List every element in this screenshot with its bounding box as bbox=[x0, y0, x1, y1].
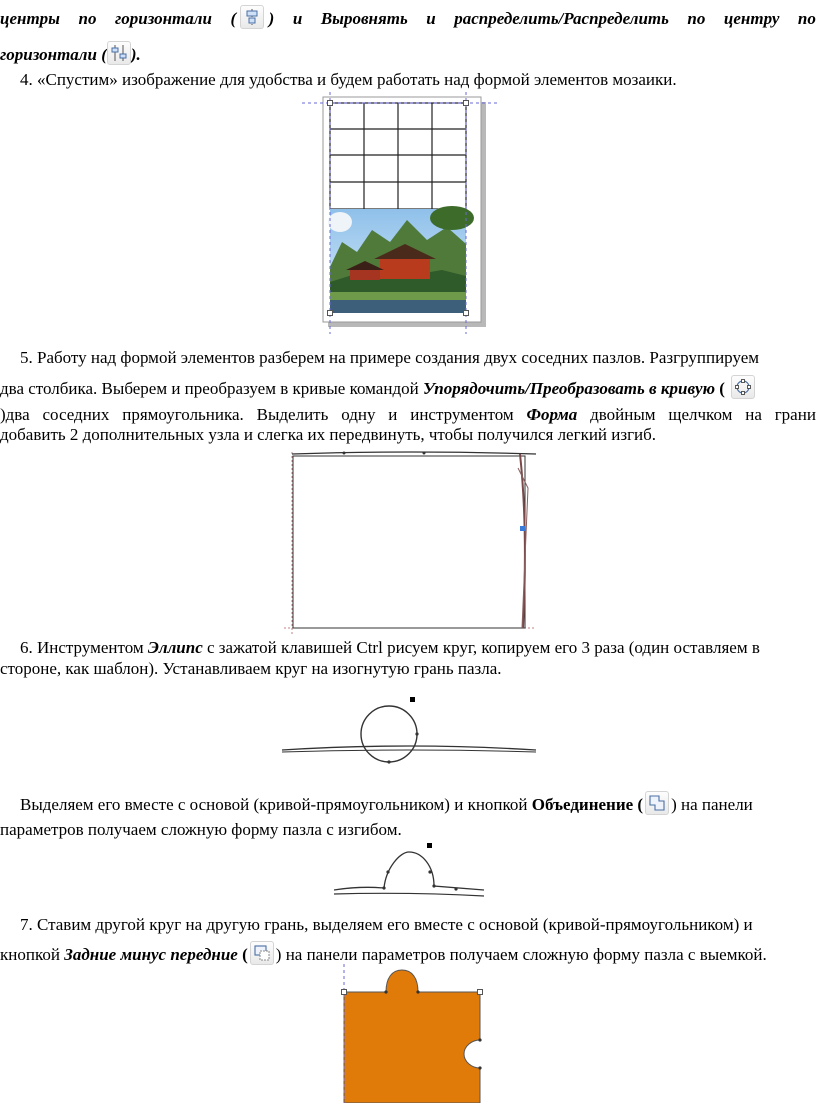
union-shape-figure bbox=[330, 838, 490, 902]
word: Выровнять bbox=[320, 9, 408, 28]
word: и bbox=[426, 9, 436, 28]
union-shape-drawing bbox=[330, 838, 490, 902]
step-5-line-4: добавить 2 дополнительных узла и слегка их передвинуть, чтобы получился легкий изгиб. bbox=[0, 425, 657, 444]
step-6-line-1: 6. Инструментом Эллипс с зажатой клавишей Ctrl рисуем круг, копируем его 3 раза (один оставляем в bbox=[20, 638, 760, 657]
edge-curve bbox=[282, 746, 536, 750]
circle-shape bbox=[361, 706, 417, 762]
curved-rectangle-drawing bbox=[284, 448, 540, 634]
word: распределить/Распределить bbox=[454, 9, 669, 28]
step-6-line-2: стороне, как шаблон). Устанавливаем круг на изогнутую грань пазла. bbox=[0, 659, 502, 678]
word: по bbox=[78, 9, 97, 28]
union-outline bbox=[334, 852, 484, 890]
union-weld-icon bbox=[645, 791, 669, 815]
selection-handle bbox=[342, 990, 347, 995]
guide-lines bbox=[284, 452, 534, 634]
step-4-text: 4. «Спустим» изображение для удобства и будем работать над формой элементов мозаики. bbox=[20, 70, 677, 89]
mosaic-figure bbox=[302, 92, 498, 334]
step-5-line-3: )два соседних прямоугольника. Выделить одну и инструментом Форма двойным щелчком на грани bbox=[0, 405, 816, 424]
word: центры bbox=[0, 9, 60, 28]
step-5-line-1: 5. Работу над формой элементов разберем на примере создания двух соседних пазлов. Разгруппируем bbox=[20, 348, 760, 367]
temple-photo bbox=[328, 206, 474, 313]
align-center-horizontal-icon bbox=[240, 5, 264, 29]
circle-on-edge-figure bbox=[280, 690, 540, 766]
convert-to-curves-icon bbox=[731, 375, 755, 399]
back-minus-front-icon bbox=[250, 941, 274, 965]
step-7-line-2: кнопкой Задние минус передние ( ) на панели параметров получаем сложную форму пазла с выемкой. bbox=[0, 944, 816, 968]
selected-node bbox=[520, 526, 525, 531]
step-5-line-2: два столбика. Выберем и преобразуем в кривые командой Упорядочить/Преобразовать в кривую ( bbox=[0, 378, 816, 402]
distribute-center-horizontal-icon bbox=[107, 41, 131, 65]
mosaic-drawing bbox=[302, 92, 498, 334]
center-marker bbox=[410, 697, 415, 702]
node bbox=[343, 452, 346, 455]
base-rectangle bbox=[293, 456, 525, 628]
word: и bbox=[292, 9, 303, 28]
curved-rectangle-figure bbox=[284, 448, 540, 634]
word: по bbox=[797, 9, 816, 28]
circle-on-edge-drawing bbox=[280, 690, 540, 766]
icon-group: ( ) bbox=[230, 8, 274, 32]
union-line-1: Выделяем его вместе с основой (кривой-прямоугольником) и кнопкой Объединение ( ) на панели bbox=[20, 794, 816, 818]
word: горизонтали bbox=[114, 9, 212, 28]
puzzle-shape bbox=[344, 970, 480, 1103]
node bbox=[423, 452, 426, 455]
edge-curve-inner bbox=[282, 750, 536, 752]
union-line-2: параметров получаем сложную форму пазла с изгибом. bbox=[0, 820, 402, 839]
puzzle-piece-drawing bbox=[336, 964, 488, 1103]
puzzle-piece-figure bbox=[336, 964, 488, 1103]
text-line-2: горизонтали ( ). bbox=[0, 44, 816, 68]
word: центру bbox=[723, 9, 780, 28]
step-7-line-1: 7. Ставим другой круг на другую грань, выделяем его вместе с основой (кривой-прямоугольником) и bbox=[20, 915, 753, 934]
top-edge bbox=[292, 452, 536, 454]
selection-handle bbox=[478, 990, 483, 995]
word: по bbox=[687, 9, 706, 28]
center-marker bbox=[427, 843, 432, 848]
text-line-1 bbox=[0, 8, 816, 32]
